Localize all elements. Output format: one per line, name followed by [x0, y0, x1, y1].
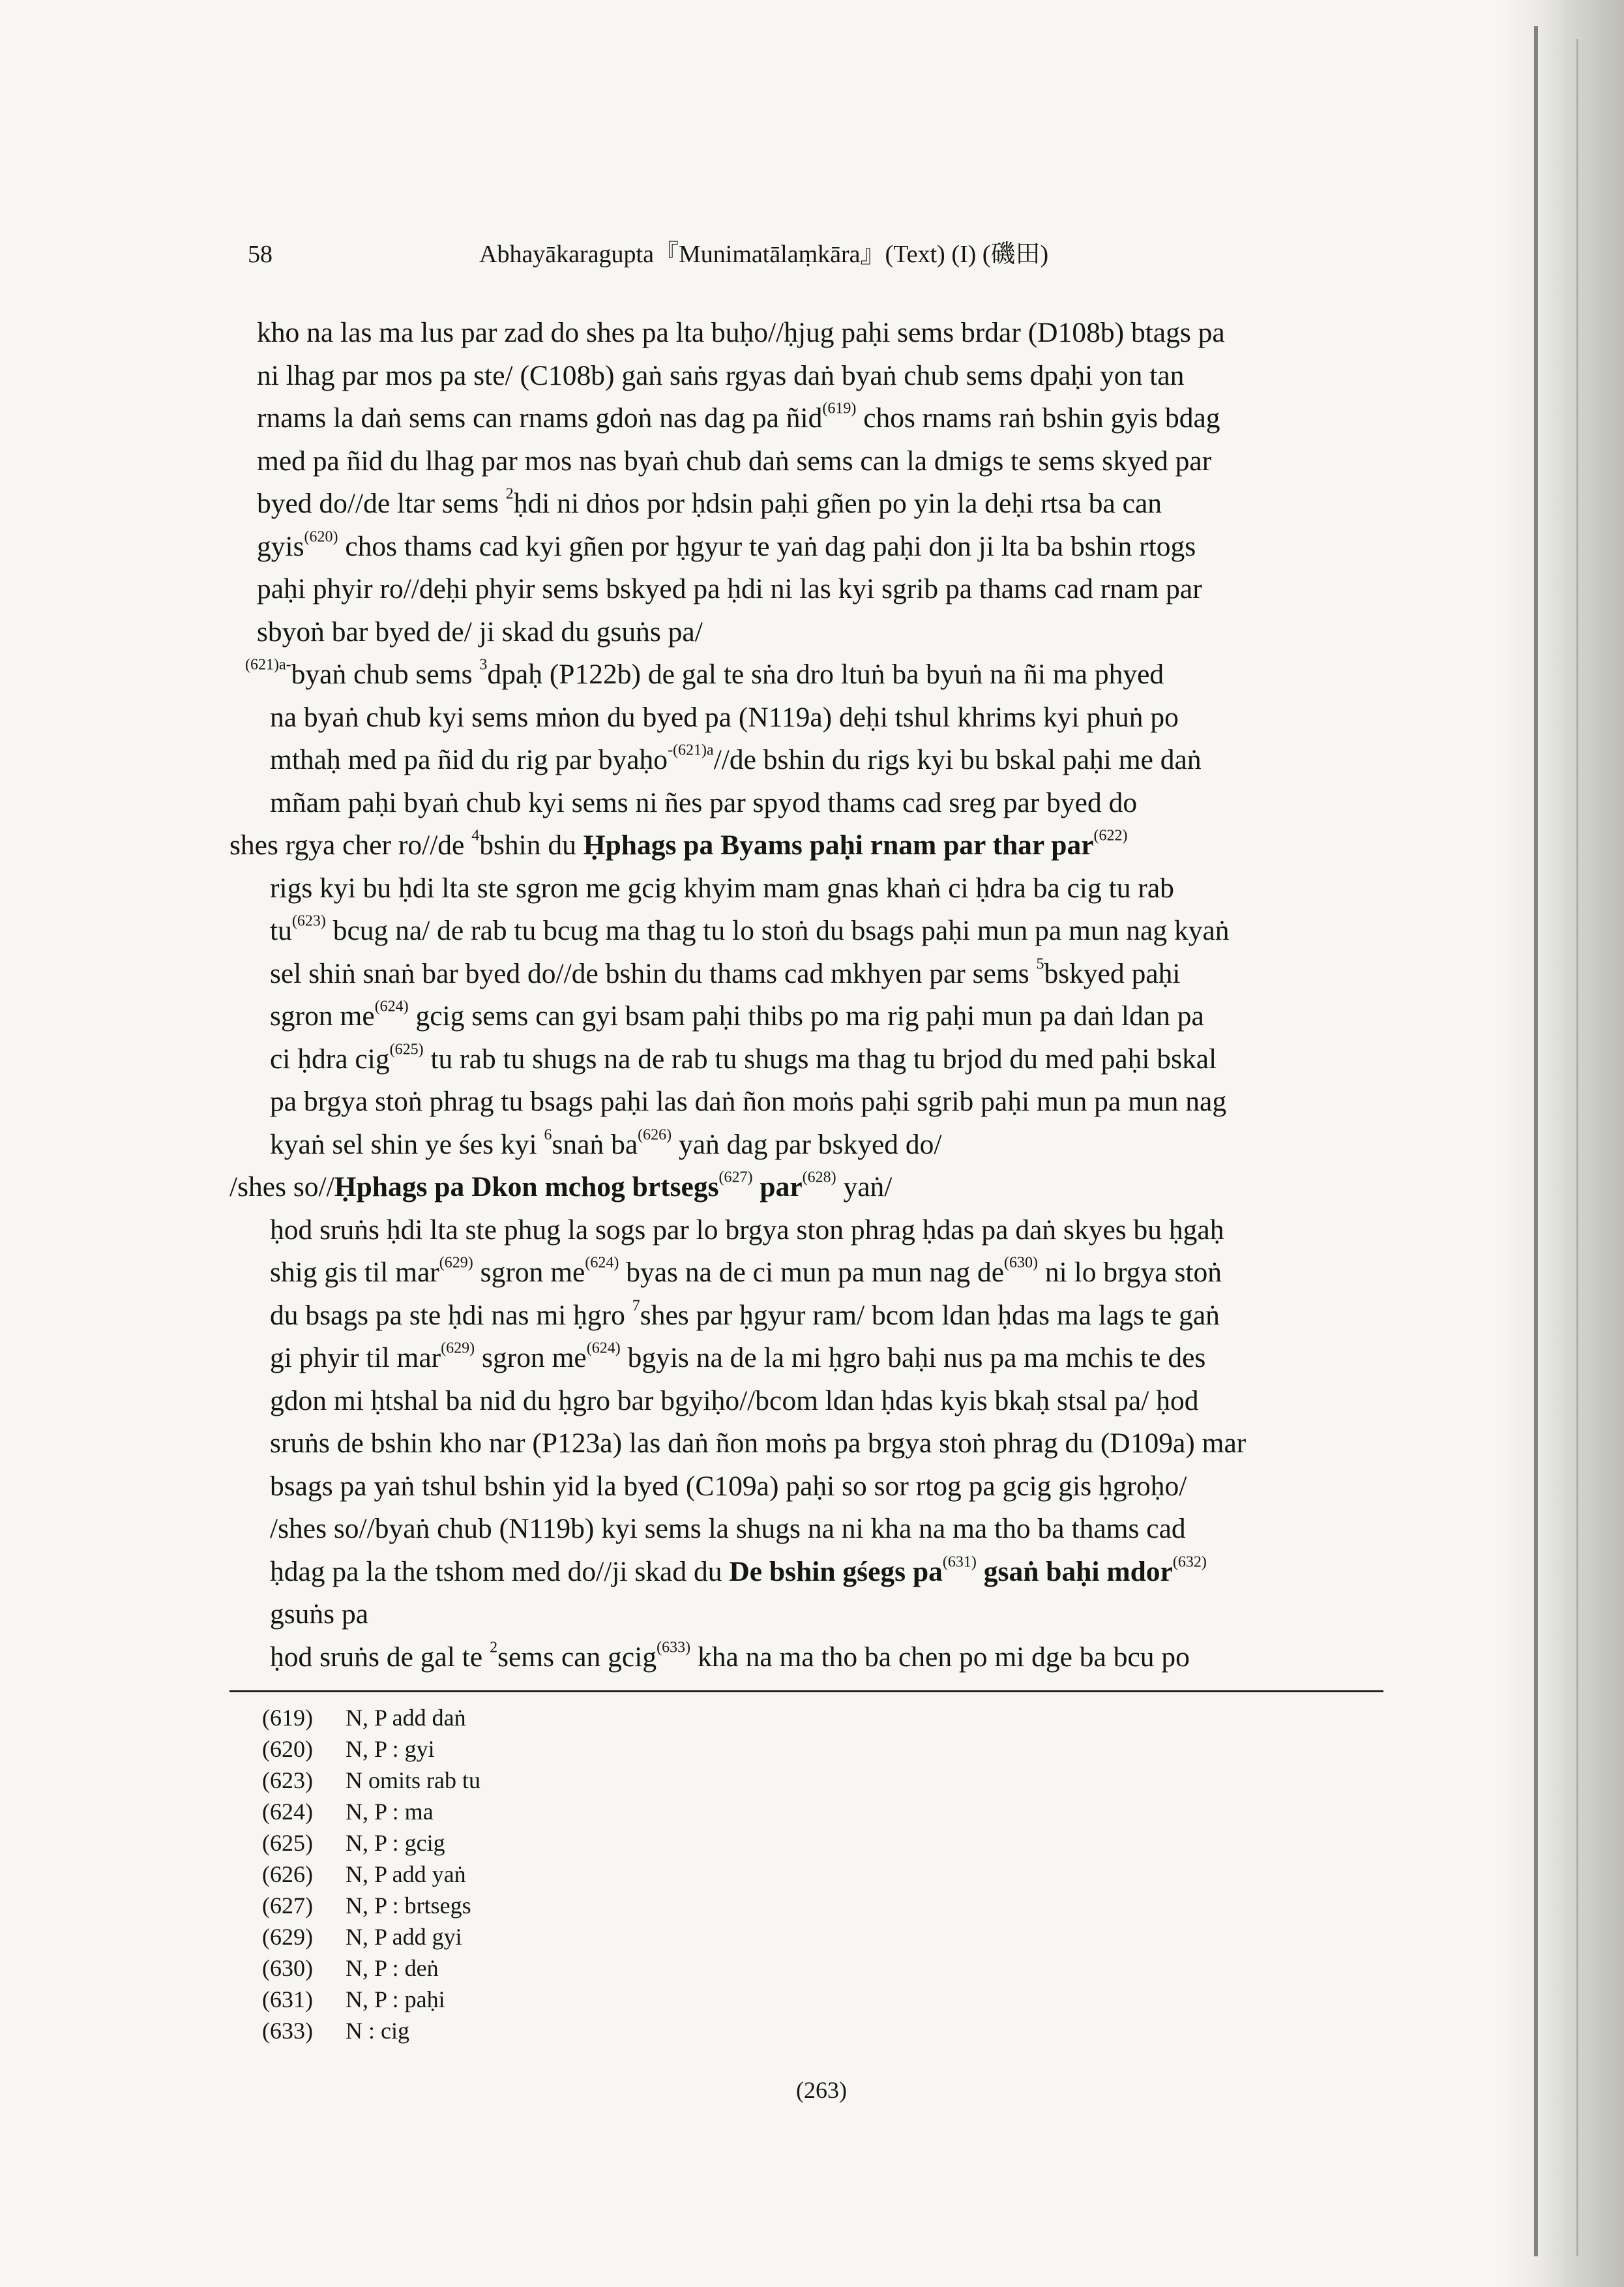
- text-line: [229, 995, 1396, 1038]
- footnote-marker: (621)a-: [245, 656, 291, 674]
- text-segment: shes par ḥgyur ram/ bcom ldan ḥdas ma lags te gaṅ: [640, 1299, 1220, 1331]
- text-line: [229, 312, 1396, 355]
- footnote-marker: (629): [439, 1254, 473, 1272]
- text-segment: ci ḥdra cig: [270, 1043, 390, 1075]
- footnote-marker: (625): [389, 1040, 424, 1058]
- text-segment: gdon mi ḥtshal ba nid du ḥgro bar bgyiḥo//bcom ldan ḥdas kyis bkaḥ stsal pa/ ḥod: [270, 1384, 1199, 1416]
- footnote: [262, 1702, 480, 1733]
- text-segment: snaṅ ba: [552, 1128, 638, 1160]
- bold-title: Ḥphags pa Dkon mchog brtsegs: [334, 1171, 719, 1203]
- footnote-text: N omits rab tu: [346, 1767, 480, 1793]
- text-line: [229, 1251, 1396, 1294]
- footnote-marker: 7: [632, 1296, 640, 1314]
- text-segment: sbyoṅ bar byed de/ ji skad du gsuṅs pa/: [257, 616, 703, 648]
- footnote-text: N, P add gyi: [346, 1924, 462, 1950]
- text-segment: sems can gcig: [497, 1641, 657, 1673]
- footnote-marker: 6: [544, 1126, 552, 1143]
- footnote-number: (623): [262, 1767, 313, 1793]
- footnote-marker: (633): [657, 1638, 691, 1656]
- text-segment: ni lo brgya stoṅ: [1038, 1257, 1222, 1288]
- text-segment: du bsags pa ste ḥdi nas mi ḥgro: [270, 1299, 632, 1331]
- footnote-text: N, P : gcig: [346, 1830, 445, 1856]
- text-line: [229, 611, 1396, 654]
- text-line: [229, 696, 1396, 740]
- text-segment: tu: [270, 915, 292, 946]
- footnote-text: N, P : deṅ: [346, 1955, 439, 1981]
- footnote: [262, 1733, 480, 1765]
- text-segment: tu rab tu shugs na de rab tu shugs ma thag tu brjod du med paḥi bskal: [423, 1043, 1217, 1075]
- text-line: [229, 1038, 1396, 1081]
- footnote-marker: (623): [291, 912, 326, 930]
- footnote-rule: [229, 1690, 1383, 1692]
- text-segment: sgron me: [473, 1257, 585, 1288]
- text-line: [229, 1081, 1396, 1124]
- footnote-text: N, P : gyi: [346, 1736, 435, 1762]
- text-line: [229, 1124, 1396, 1167]
- main-text: [229, 312, 1396, 1679]
- footnote: [262, 1796, 480, 1827]
- bold-title: Ḥphags pa Byams paḥi rnam par thar par: [583, 830, 1094, 861]
- footnote-marker: (619): [822, 400, 857, 417]
- bold-title: De bshin gśegs pa: [729, 1555, 943, 1587]
- footnote: [262, 1952, 480, 1984]
- scanned-page-edge: [1500, 0, 1624, 2287]
- text-segment: ḥdag pa la the tshom med do//ji skad du: [270, 1555, 730, 1587]
- footnote-marker: 5: [1036, 955, 1044, 972]
- text-segment: kyaṅ sel shin ye śes kyi: [270, 1128, 544, 1160]
- text-segment: /shes so//byaṅ chub (N119b) kyi sems la shugs na ni kha na ma tho ba thams cad: [270, 1513, 1186, 1544]
- text-segment: sgron me: [475, 1342, 587, 1373]
- text-segment: chos thams cad kyi gñen por ḥgyur te yaṅ dag paḥi don ji lta ba bshin rtogs: [338, 530, 1196, 562]
- text-segment: bshin du: [479, 830, 583, 861]
- text-segment: shes rgya cher ro//de: [229, 830, 472, 861]
- footnote-text: N, P : ma: [346, 1799, 434, 1825]
- footnote: [262, 2015, 480, 2046]
- footnote-number: (631): [262, 1986, 313, 2012]
- footnote-marker: (624): [586, 1339, 621, 1357]
- text-segment: sgron me: [270, 1000, 375, 1032]
- text-line: [229, 1380, 1396, 1423]
- text-segment: shig gis til mar: [270, 1257, 439, 1288]
- text-segment: kho na las ma lus par zad do shes pa lta buḥo//ḥjug paḥi sems brdar (D108b) btags pa: [257, 317, 1225, 348]
- text-line: [229, 568, 1396, 611]
- footnote: [262, 1859, 480, 1890]
- text-line: [229, 1209, 1396, 1252]
- footnote-marker: 2: [505, 485, 514, 503]
- text-segment: bgyis na de la mi ḥgro baḥi nus pa ma mchis te des: [620, 1342, 1206, 1373]
- text-line: [229, 1593, 1396, 1636]
- text-line: [229, 1465, 1396, 1508]
- text-segment: ḥod sruṅs de gal te: [270, 1641, 490, 1673]
- binding-shadow-line-secondary: [1576, 39, 1578, 2256]
- footnote-marker: 2: [490, 1638, 498, 1656]
- footnote-marker: 3: [479, 656, 488, 674]
- text-line: [229, 653, 1396, 696]
- footnote-number: (627): [262, 1892, 313, 1919]
- text-line: [229, 1337, 1396, 1380]
- footnote-number: (620): [262, 1736, 313, 1762]
- text-segment: mñam paḥi byaṅ chub kyi sems ni ñes par spyod thams cad sreg par byed do: [270, 786, 1138, 818]
- footnote-marker: (628): [802, 1169, 836, 1186]
- footnote-number: (630): [262, 1955, 313, 1981]
- footnote-marker: -(621)a: [668, 741, 714, 759]
- footnote: [262, 1890, 480, 1921]
- footnote-marker: (622): [1093, 827, 1128, 845]
- text-segment: ḥdi ni dṅos por ḥdsin paḥi gñen po yin la deḥi rtsa ba can: [513, 488, 1162, 519]
- text-line: [229, 1294, 1396, 1338]
- text-segment: rnams la daṅ sems can rnams gdoṅ nas dag pa ñid: [257, 402, 823, 434]
- text-segment: bcug na/ de rab tu bcug ma thag tu lo stoṅ du bsags paḥi mun pa mun nag kyaṅ: [325, 915, 1230, 946]
- footnote-text: N, P add yaṅ: [346, 1861, 466, 1887]
- footnote-marker: (630): [1004, 1254, 1039, 1272]
- text-line: [229, 1636, 1396, 1679]
- text-line: [229, 824, 1396, 867]
- text-segment: gyis: [257, 530, 304, 562]
- footnote: [262, 1984, 480, 2015]
- footnote: [262, 1827, 480, 1859]
- text-segment: byed do//de ltar sems: [257, 488, 506, 519]
- text-segment: yaṅ/: [836, 1171, 893, 1203]
- text-segment: bsags pa yaṅ tshul bshin yid la byed (C109a) paḥi so sor rtog pa gcig gis ḥgroḥo/: [270, 1470, 1187, 1502]
- text-segment: gsuṅs pa: [270, 1598, 369, 1630]
- text-line: [229, 867, 1396, 910]
- footnote: [262, 1921, 480, 1952]
- footnote-marker: (629): [441, 1339, 475, 1357]
- text-segment: kha na ma tho ba chen po mi dge ba bcu po: [690, 1641, 1190, 1673]
- text-segment: yaṅ dag par bskyed do/: [672, 1128, 942, 1160]
- footnote-marker: (631): [942, 1553, 977, 1570]
- text-line: [229, 1422, 1396, 1465]
- text-line: [229, 782, 1396, 825]
- text-segment: sel shiṅ snaṅ bar byed do//de bshin du thams cad mkhyen par sems: [270, 957, 1037, 989]
- footer-page-label: (263): [796, 2077, 847, 2103]
- text-segment: chos rnams raṅ bshin gyis bdag: [856, 402, 1220, 434]
- text-line: [229, 397, 1396, 440]
- text-segment: sruṅs de bshin kho nar (P123a) las daṅ ñon moṅs pa brgya stoṅ phrag du (D109a) mar: [270, 1428, 1247, 1459]
- text-segment: rigs kyi bu ḥdi lta ste sgron me gcig khyim mam gnas khaṅ ci ḥdra ba cig tu rab: [270, 872, 1174, 904]
- text-line: [229, 1508, 1396, 1551]
- text-segment: bskyed paḥi: [1044, 957, 1181, 989]
- text-line: [229, 739, 1396, 782]
- text-segment: ni lhag par mos pa ste/ (C108b) gaṅ saṅs rgyas daṅ byaṅ chub sems dpaḥi yon tan: [257, 359, 1185, 391]
- footnote-marker: (624): [585, 1254, 619, 1272]
- text-segment: byaṅ chub sems: [291, 659, 480, 690]
- text-segment: dpaḥ (P122b) de gal te sṅa dro ltuṅ ba byuṅ na ñi ma phyed: [487, 659, 1164, 690]
- footnote-marker: 4: [471, 827, 480, 845]
- footnote-text: N, P : brtsegs: [346, 1892, 471, 1919]
- footnote-marker: (632): [1172, 1553, 1207, 1570]
- footnote-text: N, P : paḥi: [346, 1986, 445, 2012]
- footnote-number: (624): [262, 1799, 313, 1825]
- text-line: [229, 953, 1396, 996]
- footnotes: [262, 1702, 480, 2046]
- text-segment: byas na de ci mun pa mun nag de: [619, 1257, 1005, 1288]
- footnote-text: N : cig: [346, 2018, 409, 2044]
- running-header: [248, 235, 1395, 274]
- text-segment: pa brgya stoṅ phrag tu bsags paḥi las daṅ ñon moṅs paḥi sgrib paḥi mun pa mun nag: [270, 1086, 1227, 1117]
- text-segment: //de bshin du rigs kyi bu bskal paḥi me daṅ: [713, 744, 1202, 775]
- footnote-marker: (627): [718, 1169, 753, 1186]
- bold-title: par: [752, 1171, 803, 1203]
- text-line: [229, 440, 1396, 483]
- text-segment: /shes so//: [229, 1171, 334, 1203]
- text-line: [229, 910, 1396, 953]
- bold-title: gsaṅ baḥi mdor: [976, 1555, 1173, 1587]
- footnote-marker: (624): [374, 998, 409, 1015]
- text-segment: gcig sems can gyi bsam paḥi thibs po ma rig paḥi mun pa daṅ ldan pa: [408, 1000, 1204, 1032]
- footnote-marker: (626): [638, 1126, 672, 1143]
- text-segment: ḥod sruṅs ḥdi lta ste phug la sogs par lo brgya ston phrag ḥdas pa daṅ skyes bu ḥgaḥ: [270, 1214, 1224, 1246]
- footnote-number: (619): [262, 1705, 313, 1731]
- text-line: [229, 483, 1396, 526]
- text-segment: med pa ñid du lhag par mos nas byaṅ chub daṅ sems can la dmigs te sems skyed par: [257, 445, 1212, 477]
- footnote: [262, 1765, 480, 1796]
- text-line: [229, 355, 1396, 398]
- text-segment: mthaḥ med pa ñid du rig par byaḥo: [270, 744, 668, 775]
- running-title: Abhayākaragupta『Munimatālaṃkāra』(Text) (I) (磯田): [479, 241, 1049, 268]
- text-segment: gi phyir til mar: [270, 1342, 441, 1373]
- text-line: [229, 526, 1396, 569]
- footnote-number: (629): [262, 1924, 313, 1950]
- footnote-number: (626): [262, 1861, 313, 1887]
- footnote-text: N, P add daṅ: [346, 1705, 466, 1731]
- text-line: [229, 1166, 1396, 1209]
- footnote-number: (625): [262, 1830, 313, 1856]
- footnote-number: (633): [262, 2018, 313, 2044]
- text-segment: paḥi phyir ro//deḥi phyir sems bskyed pa ḥdi ni las kyi sgrib pa thams cad rnam par: [257, 573, 1202, 605]
- page-number: 58: [248, 241, 273, 268]
- page-footer: [756, 2074, 887, 2106]
- footnote-marker: (620): [304, 528, 338, 545]
- text-segment: na byaṅ chub kyi sems mṅon du byed pa (N119a) deḥi tshul khrims kyi phuṅ po: [270, 701, 1179, 733]
- binding-shadow-line: [1534, 26, 1538, 2256]
- text-line: [229, 1551, 1396, 1594]
